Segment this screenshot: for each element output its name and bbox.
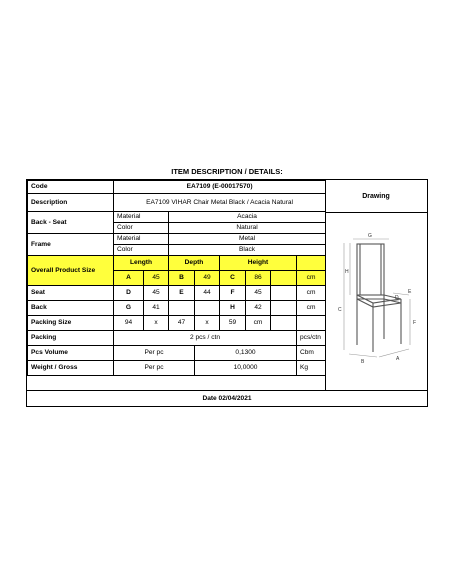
date-footer: Date 02/04/2021 <box>27 390 427 406</box>
seat-e-value: 44 <box>195 286 220 301</box>
back-seat-material-key: Material <box>114 212 169 223</box>
packing-size-x2: x <box>195 316 220 331</box>
pcs-volume-per: Per pc <box>114 346 195 361</box>
depth-header: Depth <box>169 256 220 271</box>
seat-d-letter: D <box>114 286 144 301</box>
packing-size-label: Packing Size <box>28 316 114 331</box>
back-h-letter: H <box>220 301 246 316</box>
weight-value: 10,0000 <box>195 361 297 376</box>
letter-h: H <box>345 269 349 275</box>
letter-e: E <box>408 289 412 295</box>
packing-size-v3: 59 <box>220 316 246 331</box>
overall-unit: cm <box>297 271 326 286</box>
back-seat-material-value: Acacia <box>169 212 326 223</box>
row-overall-headers <box>28 256 326 271</box>
packing-label: Packing <box>28 331 114 346</box>
page-title: ITEM DESCRIPTION / DETAILS: <box>171 167 283 176</box>
pcs-volume-unit: Cbm <box>297 346 326 361</box>
row-frame-material <box>28 234 326 245</box>
overall-c-value: 86 <box>246 271 271 286</box>
dim-line-b <box>349 354 377 357</box>
description-value: EA7109 VIHAR Chair Metal Black / Acacia Natural <box>114 194 326 212</box>
height-header: Height <box>220 256 297 271</box>
packing-size-x1: x <box>144 316 169 331</box>
seat-label: Seat <box>28 286 114 301</box>
back-g-value: 41 <box>144 301 169 316</box>
seat-e-letter: E <box>169 286 195 301</box>
code-label: Code <box>28 181 114 194</box>
overall-c-letter: C <box>220 271 246 286</box>
packing-size-empty-2 <box>297 316 326 331</box>
packing-size-v1: 94 <box>114 316 144 331</box>
description-label: Description <box>28 194 114 212</box>
pcs-volume-value: 0,1300 <box>195 346 297 361</box>
drawing-header: Drawing <box>325 180 427 213</box>
letter-d: D <box>395 295 399 301</box>
row-back-seat-material <box>28 212 326 223</box>
back-unit: cm <box>297 301 326 316</box>
frame-color-value: Black <box>169 245 326 256</box>
row-packing-size <box>28 316 326 331</box>
frame-color-key: Color <box>114 245 169 256</box>
back-g-letter: G <box>114 301 144 316</box>
back-empty-3 <box>271 301 297 316</box>
chair-drawing <box>325 213 427 390</box>
overall-b-value: 49 <box>195 271 220 286</box>
seat-f-letter: F <box>220 286 246 301</box>
frame-label: Frame <box>28 234 114 256</box>
code-value: EA7109 (E-00017570) <box>114 181 326 194</box>
back-seat-color-value: Natural <box>169 223 326 234</box>
seat-unit: cm <box>297 286 326 301</box>
packing-size-v2: 47 <box>169 316 195 331</box>
overall-a-value: 45 <box>144 271 169 286</box>
spec-sheet <box>26 179 428 407</box>
row-back <box>28 301 326 316</box>
letter-g: G <box>368 233 372 239</box>
row-seat <box>28 286 326 301</box>
chair-backrest <box>357 244 384 295</box>
overall-b-letter: B <box>169 271 195 286</box>
frame-material-key: Material <box>114 234 169 245</box>
packing-unit: pcs/ctn <box>297 331 326 346</box>
overall-size-label: Overall Product Size <box>28 256 114 286</box>
seat-f-value: 45 <box>246 286 271 301</box>
frame-material-value: Metal <box>169 234 326 245</box>
packing-value: 2 pcs / ctn <box>114 331 297 346</box>
overall-empty <box>271 271 297 286</box>
drawing-area <box>325 213 427 390</box>
seat-empty <box>271 286 297 301</box>
back-empty-1 <box>169 301 195 316</box>
back-seat-color-key: Color <box>114 223 169 234</box>
row-pcs-volume <box>28 346 326 361</box>
row-packing <box>28 331 326 346</box>
letter-b: B <box>361 359 365 365</box>
packing-size-unit: cm <box>246 316 271 331</box>
seat-d-value: 45 <box>144 286 169 301</box>
row-description <box>28 194 326 212</box>
back-label: Back <box>28 301 114 316</box>
weight-label: Weight / Gross <box>28 361 114 376</box>
back-h-value: 42 <box>246 301 271 316</box>
overall-blank <box>297 256 326 271</box>
letter-a: A <box>396 356 400 362</box>
dimension-lines <box>344 239 410 357</box>
dim-line-a <box>379 349 409 357</box>
packing-size-empty-1 <box>271 316 297 331</box>
pcs-volume-label: Pcs Volume <box>28 346 114 361</box>
back-seat-label: Back - Seat <box>28 212 114 234</box>
letter-c: C <box>338 307 342 313</box>
spec-table <box>27 180 326 376</box>
row-weight <box>28 361 326 376</box>
row-code <box>28 181 326 194</box>
overall-a-letter: A <box>114 271 144 286</box>
weight-unit: Kg <box>297 361 326 376</box>
back-empty-2 <box>195 301 220 316</box>
letter-f: F <box>413 320 417 326</box>
weight-per: Per pc <box>114 361 195 376</box>
length-header: Length <box>114 256 169 271</box>
